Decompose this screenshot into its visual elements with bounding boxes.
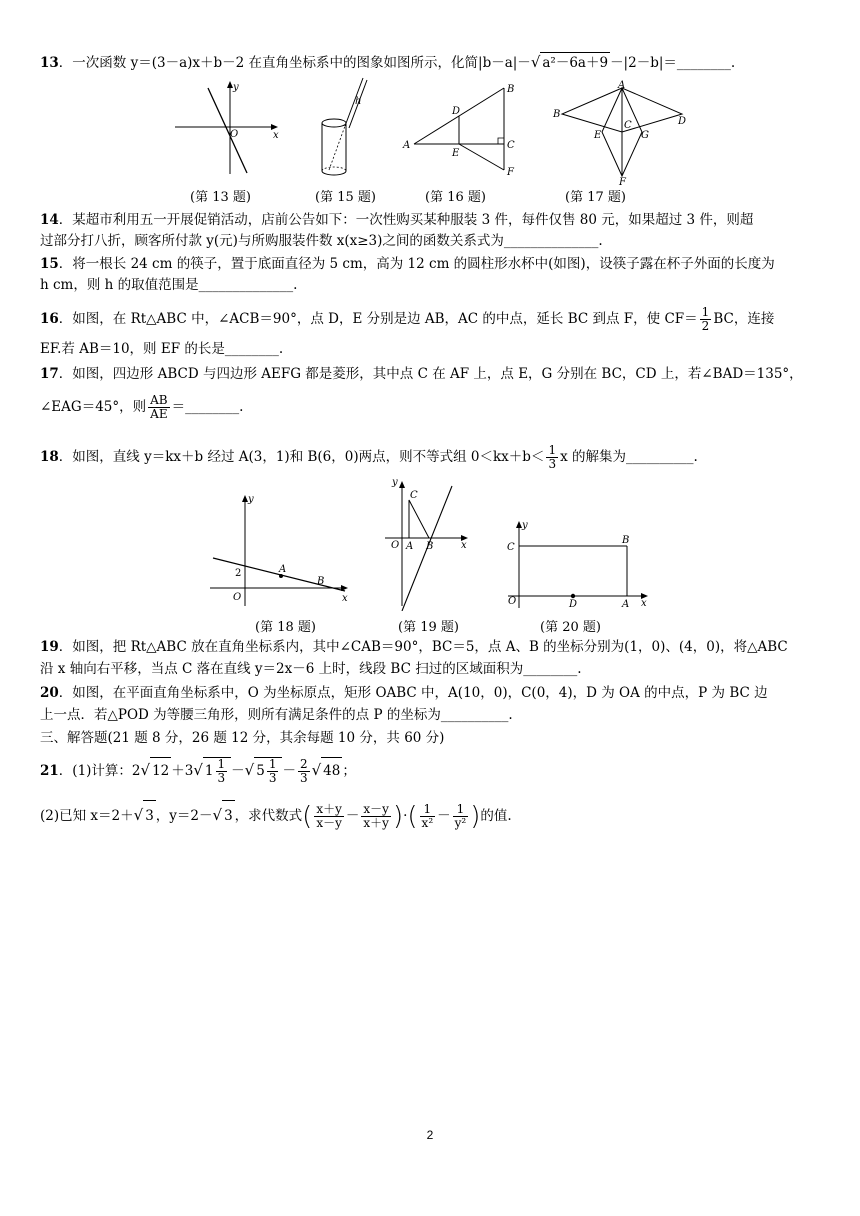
y-axis-label: y <box>522 520 528 531</box>
point-c-label: C <box>507 542 515 553</box>
y-axis-label: y <box>248 494 254 505</box>
point-a-label: A <box>406 541 414 552</box>
fraction: $\frac{1}{3}$ <box>548 443 557 471</box>
point-b-label: B <box>622 535 630 546</box>
figure-13 <box>170 78 285 178</box>
point-b-label: B <box>426 541 434 552</box>
question-20-line-2: 上一点．若△POD 为等腰三角形，则所有满足条件的点 P 的坐标为__________. <box>40 707 513 723</box>
x-axis-label: x <box>273 130 279 141</box>
question-text: ．某超市利用五一开展促销活动，店前公告如下：一次性购买某种服装 3 件，每件仅售 80 元，如果超过 3 件，则超 <box>58 212 754 228</box>
figure-19 <box>380 476 475 611</box>
question-number: 20 <box>40 685 59 701</box>
question-number: 13 <box>40 55 59 71</box>
point-a-label: A <box>618 80 626 91</box>
caption-20: (第 20 题) <box>540 620 601 635</box>
origin-label: O <box>233 592 242 603</box>
question-number: 18 <box>40 449 59 465</box>
h-label: h <box>355 96 362 107</box>
question-text-tail: x 的解集为__________. <box>560 449 698 465</box>
caption-16: (第 16 题) <box>425 190 486 205</box>
fraction: $\frac{AB}{AE}$ <box>150 393 168 421</box>
point-g-label: G <box>641 130 649 141</box>
question-text: ．如图，在 Rt△ABC 中，∠ACB＝90°，点 D，E 分别是边 AB，AC 的中点，延长 BC 到点 F，使 CF＝ <box>58 311 698 327</box>
figure-20 <box>500 516 655 611</box>
question-text: ．一次函数 y＝(3－a)x＋b－2 在直角坐标系中的图象如图所示，化简|b－a|－ <box>58 55 531 71</box>
question-number: 14 <box>40 212 59 228</box>
question-21-part-2: (2)已知 x＝2＋√ 3 ，y＝2－√ 3 ，求代数式( $\frac{x+y}{x-y}$ － $\frac{x-y}{x+y}$ )·( $\frac{1}{\text{x²}}$ － $\frac{1}{\text{y²}}$ )的值. <box>40 801 512 832</box>
x-axis-label: x <box>641 598 647 609</box>
question-16 <box>40 306 830 333</box>
question-19 <box>40 637 830 657</box>
point-e-label: E <box>594 130 602 141</box>
question-number: 17 <box>40 366 59 382</box>
question-number: 16 <box>40 311 59 327</box>
origin-label: O <box>230 129 239 140</box>
caption-13: (第 13 题) <box>190 190 251 205</box>
question-text-tail: －|2－b|＝________. <box>610 55 736 71</box>
question-text: ．如图，直线 y＝kx＋b 经过 A(3，1)和 B(6，0)两点，则不等式组 0＜kx＋b＜ <box>58 449 545 465</box>
question-text: ．如图，把 Rt△ABC 放在直角坐标系内，其中∠CAB＝90°，BC＝5，点 A、B 的坐标分别为(1，0)、(4，0)，将△ABC <box>58 639 788 655</box>
figure-16 <box>400 80 525 180</box>
question-14-line-2: 过部分打八折，顾客所付款 y(元)与所购服装件数 x(x≥3)之间的函数关系式为______________. <box>40 233 603 249</box>
tick-label: 2 <box>235 568 242 579</box>
caption-19: (第 19 题) <box>398 620 459 635</box>
question-number: 21 <box>40 763 59 779</box>
point-f-label: F <box>619 177 626 185</box>
page-number: 2 <box>426 1128 434 1142</box>
point-b-label: B <box>317 576 325 587</box>
section-heading: 三、解答题(21 题 8 分，26 题 12 分，其余每题 10 分，共 60 分) <box>40 730 445 746</box>
question-text: ．如图，在平面直角坐标系中，O 为坐标原点，矩形 OABC 中，A(10，0)，C(0，4)，D 为 OA 的中点，P 为 BC 边 <box>58 685 768 701</box>
point-a-label: A <box>279 564 287 575</box>
question-15 <box>40 254 830 274</box>
caption-15: (第 15 题) <box>315 190 376 205</box>
question-number: 19 <box>40 639 59 655</box>
question-17-line-2: ∠EAG＝45°，则 $\frac{AB}{AE}$ ＝________. <box>40 393 244 421</box>
figure-17 <box>550 80 690 185</box>
question-17 <box>40 364 830 384</box>
question-text: ．将一根长 24 cm 的筷子，置于底面直径为 5 cm，高为 12 cm 的圆柱形水杯中(如图)，设筷子露在杯子外面的长度为 <box>58 256 775 272</box>
point-b-label: B <box>507 84 515 95</box>
point-a-label: A <box>622 599 630 610</box>
sqrt-expression: a²－6a＋9 <box>540 52 610 73</box>
question-15-line-2: h cm，则 h 的取值范围是______________. <box>40 277 298 293</box>
figure-18 <box>205 488 355 610</box>
point-a-label: A <box>403 140 411 151</box>
y-axis-label: y <box>392 477 398 488</box>
point-b-label: B <box>553 109 561 120</box>
x-axis-label: x <box>342 593 348 604</box>
point-f-label: F <box>507 167 514 178</box>
y-axis-label: y <box>233 82 239 93</box>
origin-label: O <box>508 596 517 607</box>
question-20 <box>40 683 830 703</box>
question-text: ．如图，四边形 ABCD 与四边形 AEFG 都是菱形，其中点 C 在 AF 上，点 E，G 分别在 BC，CD 上，若∠BAD＝135°， <box>58 366 803 382</box>
figure-15 <box>315 74 375 178</box>
question-16-line-2: EF.若 AB＝10，则 EF 的长是________. <box>40 341 284 357</box>
question-19-line-2: 沿 x 轴向右平移，当点 C 落在直线 y＝2x－6 上时，线段 BC 扫过的区域面积为________. <box>40 661 582 677</box>
origin-label: O <box>391 540 400 551</box>
question-21-part-1: 21．(1)计算：2√ 12 ＋3√ 1 $\frac{1}{3}$ －√ 5 $\frac{1}{3}$ － $\frac{2}{3}$ √ 48 ； <box>40 757 356 785</box>
point-c-label: C <box>410 490 418 501</box>
point-c-label: C <box>507 140 515 151</box>
point-c-label: C <box>624 120 632 131</box>
question-18 <box>40 444 830 471</box>
point-d-label: D <box>569 599 578 610</box>
question-13: 13．一次函数 y＝(3－a)x＋b－2 在直角坐标系中的图象如图所示，化简|b－a|－√ a²－6a＋9 －|2－b|＝________. <box>40 53 736 71</box>
caption-17: (第 17 题) <box>565 190 626 205</box>
x-axis-label: x <box>461 540 467 551</box>
question-number: 15 <box>40 256 59 272</box>
question-14 <box>40 210 830 230</box>
caption-18: (第 18 题) <box>255 620 316 635</box>
question-text-tail: BC，连接 <box>713 311 775 327</box>
fraction: $\frac{1}{2}$ <box>701 305 710 333</box>
point-d-label: D <box>678 116 687 127</box>
point-e-label: E <box>452 148 460 159</box>
point-d-label: D <box>452 106 461 117</box>
